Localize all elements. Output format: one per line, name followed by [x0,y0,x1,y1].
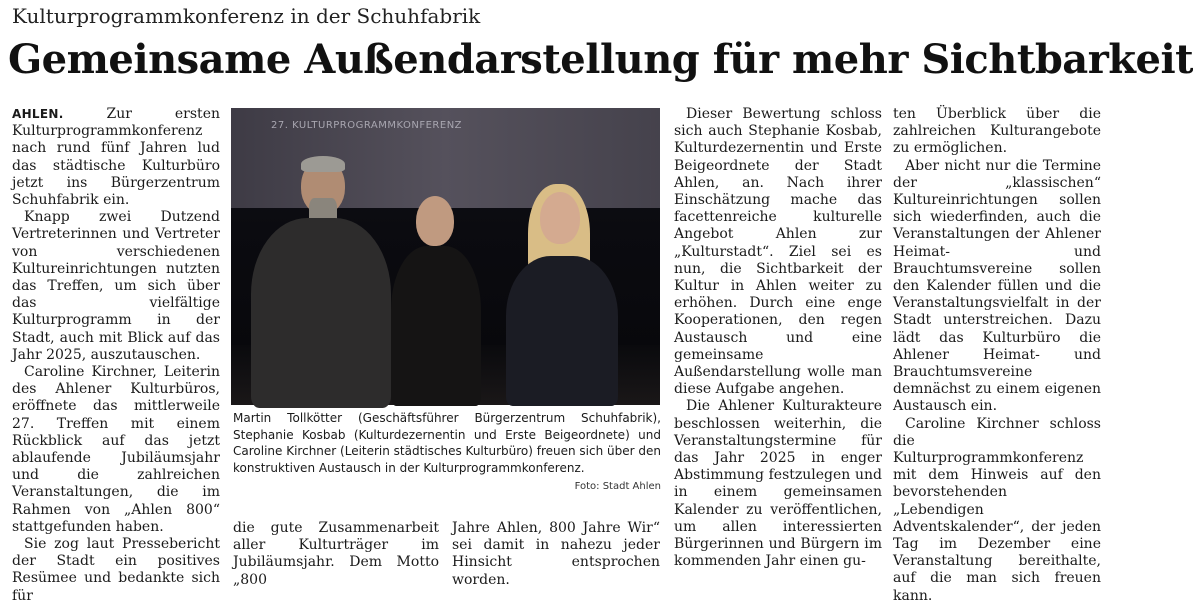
paragraph: Dieser Bewertung schloss sich auch Stephanie Kosbab, Kulturdezernentin und Erste Beigeordnete der Stadt Ahlen, an. Nach ihrer Einschätzung mache das facettenreiche kulturelle Angebot Ahlen zur „Kulturstadt“. Ziel sei es nun, die Sichtbarkeit der Kultur in Ahlen weiter zu erhöhen. Durch eine enge Kooperationen, den regen Austausch und eine gemeinsame Außendarstellung wolle man diese Aufgabe angehen. [674,106,882,398]
paragraph: ten Überblick über die zahlreichen Kulturangebote zu ermöglichen. [893,106,1101,157]
dateline: AHLEN. [12,107,64,121]
article-kicker: Kulturprogrammkonferenz in der Schuhfabrik [12,4,481,28]
paragraph: Aber nicht nur die Termine der „klassischen“ Kultureinrichtungen sollen sich wiederfinden, auch die Veranstaltungen der Ahlener Heimat- und Brauchtumsvereine sollen den Kalender füllen und die Veranstaltungsvielfalt in der Stadt unterstreichen. Dazu lädt das Kulturbüro die Ahlener Heimat- und Brauchtumsvereine demnächst zu einem eigenen Austausch ein. [893,157,1101,415]
caption-text: Martin Tollkötter (Geschäftsführer Bürgerzentrum Schuhfabrik), Stephanie Kosbab (Kulturdezernentin und Erste Beigeordnete) und Caroline Kirchner (Leiterin städtisches Kulturbüro) freuen sich über den konstruktiven Austausch in der Kulturprogrammkonferenz. [233,411,661,475]
paragraph [12,106,220,209]
photo-caption [233,410,661,496]
person-right [496,186,626,405]
paragraph: Knapp zwei Dutzend Vertreterinnen und Vertreter von verschiedenen Kultureinrichtungen nutzten das Treffen, um sich über das vielfältige Kulturprogramm in der Stadt, auch mit Blick auf das Jahr 2025, auszutauschen. [12,209,220,363]
paragraph: Caroline Kirchner schloss die Kulturprogrammkonferenz mit dem Hinweis auf den bevorstehenden „Lebendigen Adventskalender“, der jeden Tag im Dezember eine Veranstaltung bereithalte, auf die man sich freuen kann. [893,415,1101,604]
paragraph: Caroline Kirchner, Leiterin des Ahlener Kulturbüros, eröffnete das mittlerweile 27. Treffen mit einem Rückblick auf das jetzt ablaufende Jubiläumsjahr und die zahlreichen Veranstaltungen, die im Rahmen von „Ahlen 800“ stattgefunden haben. [12,364,220,535]
article-column-4 [893,106,1101,605]
article-column-3 [674,106,882,570]
paragraph-text: Zur ersten Kulturprogrammkonferenz nach rund fünf Jahren lud das städtische Kulturbüro jetzt ins Bürgerzentrum Schuhfabrik ein. [12,106,220,209]
photo-credit: Foto: Stadt Ahlen [574,481,661,493]
paragraph: Die Ahlener Kulturakteure beschlossen weiterhin, die Veranstaltungstermine für das Jahr 2025 in enger Abstimmung festzulegen und in einem gemeinsamen Kalender zu veröffentlichen, um allen interessierten Bürgerinnen und Bürgern im kommenden Jahr einen gu- [674,398,882,570]
article-column-2a: die gute Zusammenarbeit aller Kulturträger im Jubiläumsjahr. Dem Motto „800 [233,520,439,588]
article-column-1 [12,106,220,605]
article-headline: Gemeinsame Außendarstellung für mehr Sichtbarkeit [8,36,1193,83]
person-middle [386,196,486,405]
screen-text: 27. KULTURPROGRAMMKONFERENZ [271,120,463,131]
article-column-2b: Jahre Ahlen, 800 Jahre Wir“ sei damit in nahezu jeder Hinsicht entsprochen worden. [452,520,660,588]
article-photo [231,108,660,405]
person-left [251,158,391,405]
paragraph: Sie zog laut Pressebericht der Stadt ein positives Resümee und bedankte sich für [12,536,220,604]
